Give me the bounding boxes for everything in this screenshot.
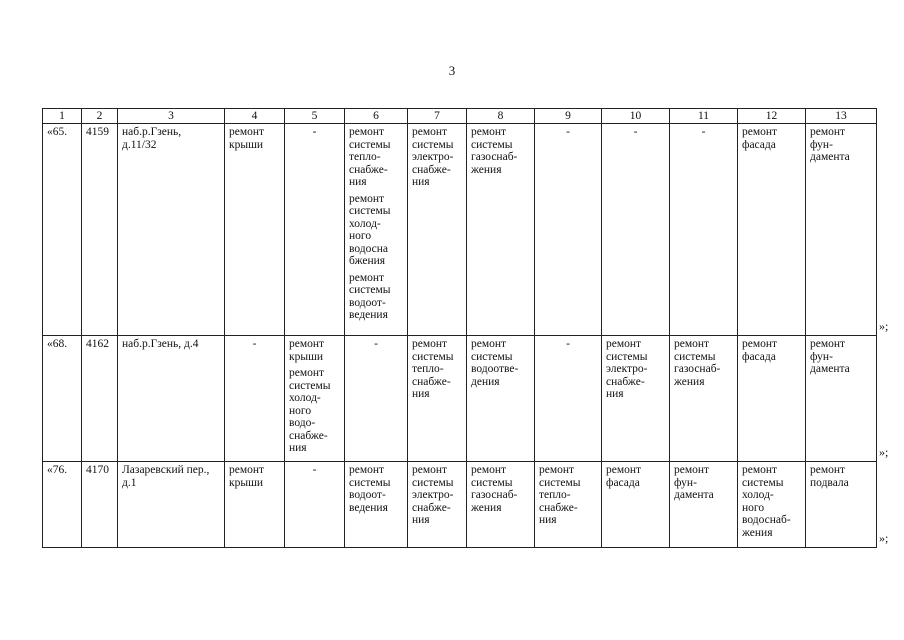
table-cell-col-11 (670, 124, 738, 336)
table-cell-col-13 (806, 462, 877, 548)
cell-text: ремонт системы водоот- ведения (349, 271, 391, 321)
cell-text: ремонт системы электро- снабже- ния (412, 126, 454, 188)
empty-marker: - (374, 338, 378, 350)
table-cell-col-3 (118, 462, 225, 548)
table-cell-col-10 (602, 336, 670, 462)
page-number: 3 (448, 63, 456, 78)
table-cell-col-10 (602, 124, 670, 336)
table-cell-col-3 (118, 336, 225, 462)
empty-marker: - (312, 126, 317, 138)
empty-marker: - (252, 338, 257, 350)
header-row (43, 109, 877, 124)
cell-text: ремонт системы холод- ного водоснаб- жения (742, 464, 791, 539)
cell-text: ремонт фун- дамента (674, 464, 714, 501)
cell-text: ремонт системы водоот- ведения (349, 464, 391, 514)
table-cell-col-1 (43, 336, 82, 462)
table-cell-col-12 (738, 336, 806, 462)
cell-text: ремонт фасада (742, 126, 778, 151)
column-header-12: 12 (738, 109, 806, 124)
table-row (43, 124, 877, 336)
cell-text: 4170 (86, 464, 109, 476)
table-cell-col-12 (738, 124, 806, 336)
table-cell-col-7 (408, 462, 467, 548)
column-header-9: 9 (535, 109, 602, 124)
column-header-10: 10 (602, 109, 670, 124)
cell-text: ремонт системы тепло- снабже- ния (412, 338, 454, 400)
empty-marker: - (312, 464, 317, 476)
empty-marker: - (633, 126, 638, 138)
table-cell-col-5 (285, 124, 345, 336)
table-cell-col-4 (225, 124, 285, 336)
cell-text: наб.р.Гзень, д.4 (122, 338, 199, 350)
table-cell-col-4 (225, 462, 285, 548)
table-cell-col-11 (670, 336, 738, 462)
cell-text: «65. (47, 126, 68, 138)
cell-text: ремонт системы газоснаб- жения (471, 464, 518, 514)
column-header-2: 2 (82, 109, 118, 124)
row-end-mark: »; (879, 445, 889, 459)
table-cell-col-9 (535, 336, 602, 462)
table-cell-col-6 (345, 462, 408, 548)
table-cell-col-3 (118, 124, 225, 336)
table-row (43, 336, 877, 462)
column-header-8: 8 (467, 109, 535, 124)
cell-text: ремонт фун- дамента (810, 126, 850, 163)
table-cell-col-13 (806, 124, 877, 336)
cell-text: ремонт крыши (289, 338, 325, 363)
cell-text: ремонт системы электро- снабже- ния (606, 338, 648, 400)
table-cell-col-8 (467, 462, 535, 548)
cell-text: 4162 (86, 338, 109, 350)
cell-text: ремонт системы электро- снабже- ния (412, 464, 454, 526)
table-cell-col-6 (345, 124, 408, 336)
table-cell-col-10 (602, 462, 670, 548)
table-cell-col-4 (225, 336, 285, 462)
column-header-1: 1 (43, 109, 82, 124)
table-row (43, 462, 877, 548)
cell-text: ремонт системы холод- ного водосна бжения (349, 192, 391, 267)
table-cell-col-2 (82, 336, 118, 462)
column-header-7: 7 (408, 109, 467, 124)
column-header-5: 5 (285, 109, 345, 124)
table-cell-col-11 (670, 462, 738, 548)
empty-marker: - (566, 126, 570, 138)
table-cell-col-2 (82, 124, 118, 336)
empty-marker: - (566, 338, 570, 350)
cell-text: Лазаревский пер., д.1 (122, 464, 210, 489)
table-cell-col-2 (82, 462, 118, 548)
cell-text: ремонт крыши (229, 126, 265, 151)
cell-text: наб.р.Гзень, д.11/32 (122, 126, 182, 151)
cell-text: ремонт системы тепло- снабже- ния (539, 464, 581, 526)
cell-text: ремонт системы тепло- снабже- ния (349, 126, 391, 188)
row-end-mark: »; (879, 531, 889, 545)
cell-text: «76. (47, 464, 68, 476)
column-header-11: 11 (670, 109, 738, 124)
table-cell-col-7 (408, 124, 467, 336)
cell-text: ремонт системы холод- ного водо- снабже- ния (289, 367, 331, 454)
column-header-13: 13 (806, 109, 877, 124)
table-cell-col-6 (345, 336, 408, 462)
cell-text: «68. (47, 338, 68, 350)
cell-text: ремонт системы газоснаб- жения (674, 338, 721, 388)
row-end-mark: »; (879, 319, 889, 333)
cell-text: 4159 (86, 126, 109, 138)
table-cell-col-7 (408, 336, 467, 462)
cell-text: ремонт крыши (229, 464, 265, 489)
repair-schedule-table (42, 108, 877, 548)
table-cell-col-5 (285, 336, 345, 462)
column-header-4: 4 (225, 109, 285, 124)
table-cell-col-1 (43, 462, 82, 548)
table-cell-col-5 (285, 462, 345, 548)
cell-text: ремонт фасада (742, 338, 778, 363)
table-cell-col-13 (806, 336, 877, 462)
empty-marker: - (701, 126, 706, 138)
cell-text: ремонт подвала (810, 464, 849, 489)
table-cell-col-12 (738, 462, 806, 548)
table-cell-col-8 (467, 124, 535, 336)
table-cell-col-1 (43, 124, 82, 336)
column-header-3: 3 (118, 109, 225, 124)
table-cell-col-9 (535, 124, 602, 336)
cell-text: ремонт системы газоснаб- жения (471, 126, 518, 176)
cell-text: ремонт системы водоотве- дения (471, 338, 519, 388)
cell-text: ремонт фун- дамента (810, 338, 850, 375)
column-header-6: 6 (345, 109, 408, 124)
table-cell-col-9 (535, 462, 602, 548)
cell-text: ремонт фасада (606, 464, 642, 489)
table-cell-col-8 (467, 336, 535, 462)
